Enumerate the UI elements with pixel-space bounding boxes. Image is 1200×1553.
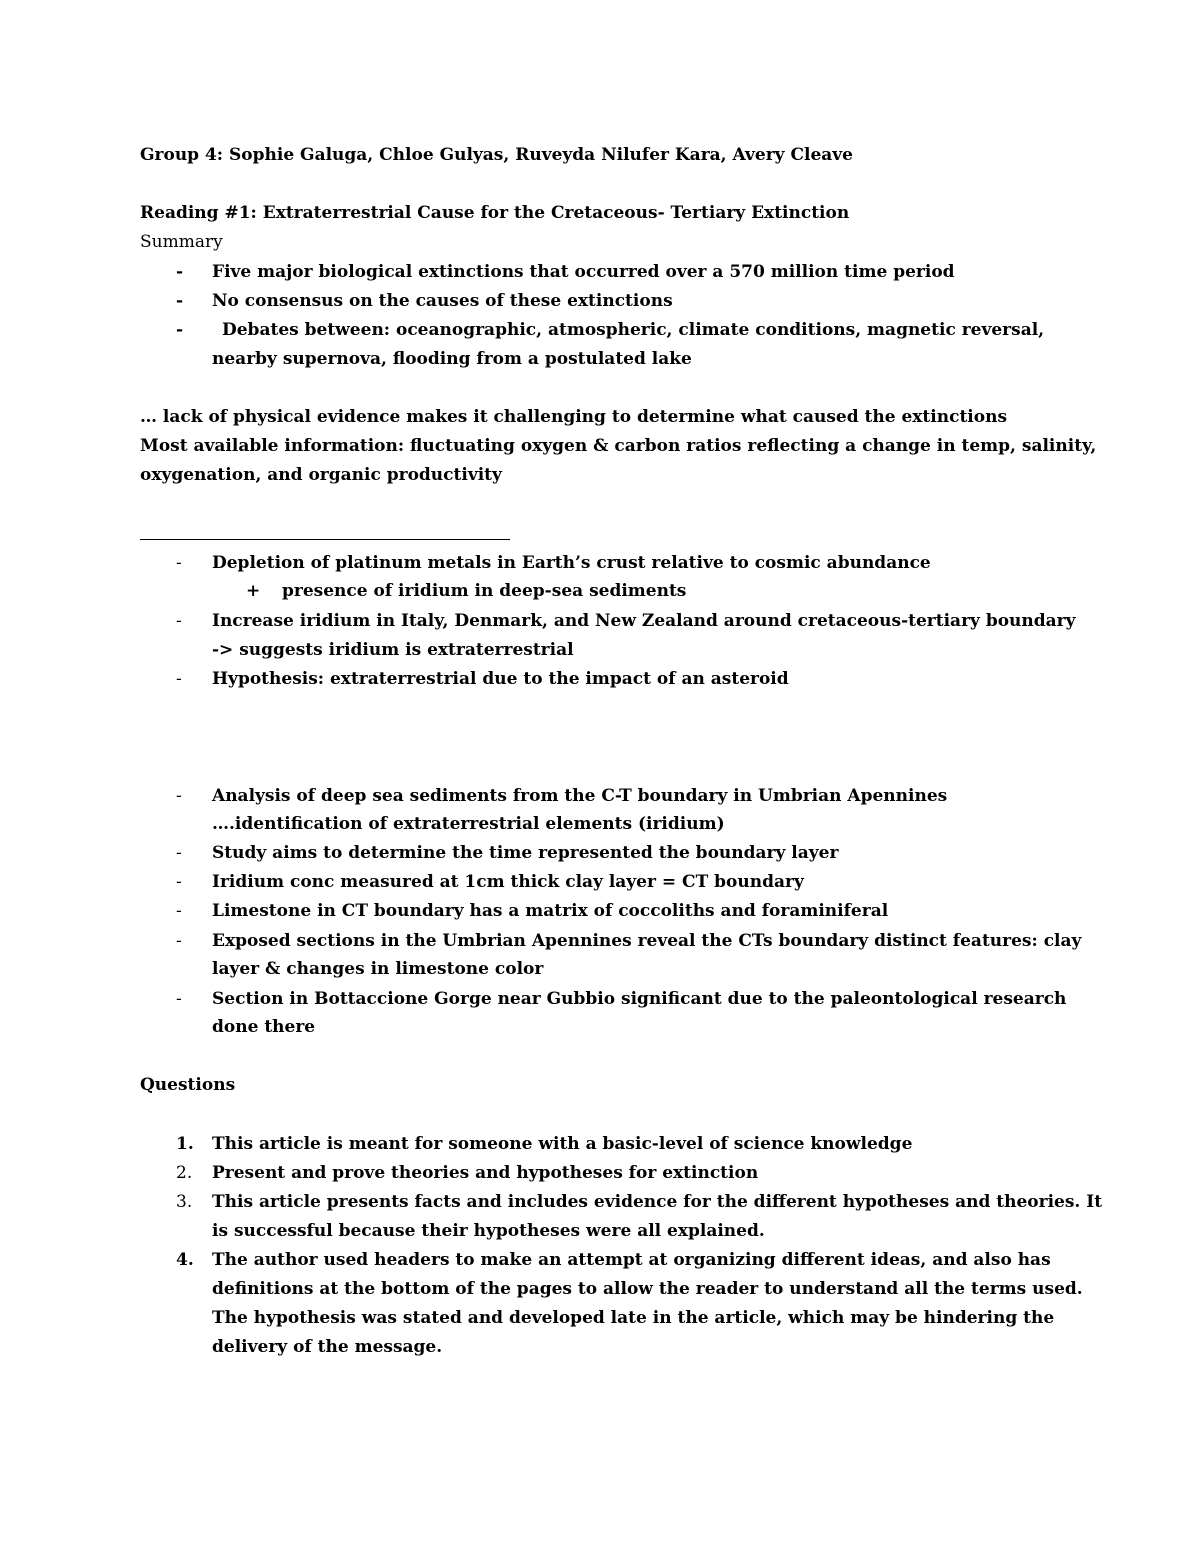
section3-bullet: Iridium conc measured at 1cm thick clay layer = CT boundary (212, 872, 804, 892)
paragraph-line: Most available information: fluctuating oxygen & carbon ratios reflecting a change in temp, salinity, (140, 436, 1097, 456)
question-answer-continuation: definitions at the bottom of the pages to allow the reader to understand all the terms used. (212, 1279, 1083, 1299)
bullet-marker: - (176, 320, 184, 340)
paragraph-line: oxygenation, and organic productivity (140, 465, 502, 485)
section3-bullet: Section in Bottaccione Gorge near Gubbio significant due to the paleontological research (212, 989, 1067, 1009)
section3-bullet-continuation: ….identification of extraterrestrial elements (iridium) (212, 814, 725, 834)
bullet-marker: - (176, 843, 182, 863)
question-number: 1. (176, 1134, 194, 1154)
section2-subbullet: presence of iridium in deep-sea sediments (282, 581, 687, 601)
summary-bullet-continuation: nearby supernova, flooding from a postulated lake (212, 349, 692, 369)
section3-bullet-continuation: done there (212, 1017, 316, 1037)
bullet-marker: - (176, 669, 182, 689)
bullet-marker: - (176, 786, 182, 806)
section2-bullet: Depletion of platinum metals in Earth’s crust relative to cosmic abundance (212, 553, 931, 573)
reading-title: Reading #1: Extraterrestrial Cause for the Cretaceous- Tertiary Extinction (140, 203, 850, 223)
bullet-marker: - (176, 931, 182, 951)
section3-bullet: Limestone in CT boundary has a matrix of coccoliths and foraminiferal (212, 901, 889, 921)
bullet-marker: - (176, 989, 182, 1009)
plus-marker: + (246, 581, 261, 601)
section2-bullet-continuation: -> suggests iridium is extraterrestrial (212, 640, 574, 660)
question-answer: The author used headers to make an attempt at organizing different ideas, and also has (212, 1250, 1051, 1270)
paragraph-line: … lack of physical evidence makes it challenging to determine what caused the extinctions (140, 407, 1008, 427)
section2-bullet: Hypothesis: extraterrestrial due to the impact of an asteroid (212, 669, 789, 689)
bullet-marker: - (176, 553, 182, 573)
question-answer-continuation: The hypothesis was stated and developed late in the article, which may be hindering the (212, 1308, 1055, 1328)
group-members-line: Group 4: Sophie Galuga, Chloe Gulyas, Ruveyda Nilufer Kara, Avery Cleave (140, 145, 853, 165)
bullet-marker: - (176, 262, 184, 282)
question-number: 3. (176, 1192, 193, 1212)
question-answer: This article is meant for someone with a basic-level of science knowledge (212, 1134, 913, 1154)
summary-label: Summary (140, 232, 223, 252)
bullet-marker: - (176, 901, 182, 921)
question-answer: This article presents facts and includes evidence for the different hypotheses and theories. It (212, 1192, 1103, 1212)
question-answer: Present and prove theories and hypotheses for extinction (212, 1163, 759, 1183)
summary-bullet: Five major biological extinctions that occurred over a 570 million time period (212, 262, 955, 282)
section3-bullet: Exposed sections in the Umbrian Apennines reveal the CTs boundary distinct features: clay (212, 931, 1082, 951)
section3-bullet-continuation: layer & changes in limestone color (212, 959, 544, 979)
summary-bullet: Debates between: oceanographic, atmospheric, climate conditions, magnetic reversal, (222, 320, 1045, 340)
questions-heading: Questions (140, 1075, 236, 1095)
question-answer-continuation: delivery of the message. (212, 1337, 443, 1357)
bullet-marker: - (176, 291, 184, 311)
horizontal-divider (140, 539, 510, 540)
question-number: 4. (176, 1250, 194, 1270)
section2-bullet: Increase iridium in Italy, Denmark, and New Zealand around cretaceous-tertiary boundary (212, 611, 1076, 631)
bullet-marker: - (176, 872, 182, 892)
question-number: 2. (176, 1163, 193, 1183)
section3-bullet: Study aims to determine the time represented the boundary layer (212, 843, 839, 863)
bullet-marker: - (176, 611, 182, 631)
section3-bullet: Analysis of deep sea sediments from the C-T boundary in Umbrian Apennines (212, 786, 948, 806)
summary-bullet: No consensus on the causes of these extinctions (212, 291, 673, 311)
question-answer-continuation: is successful because their hypotheses were all explained. (212, 1221, 765, 1241)
